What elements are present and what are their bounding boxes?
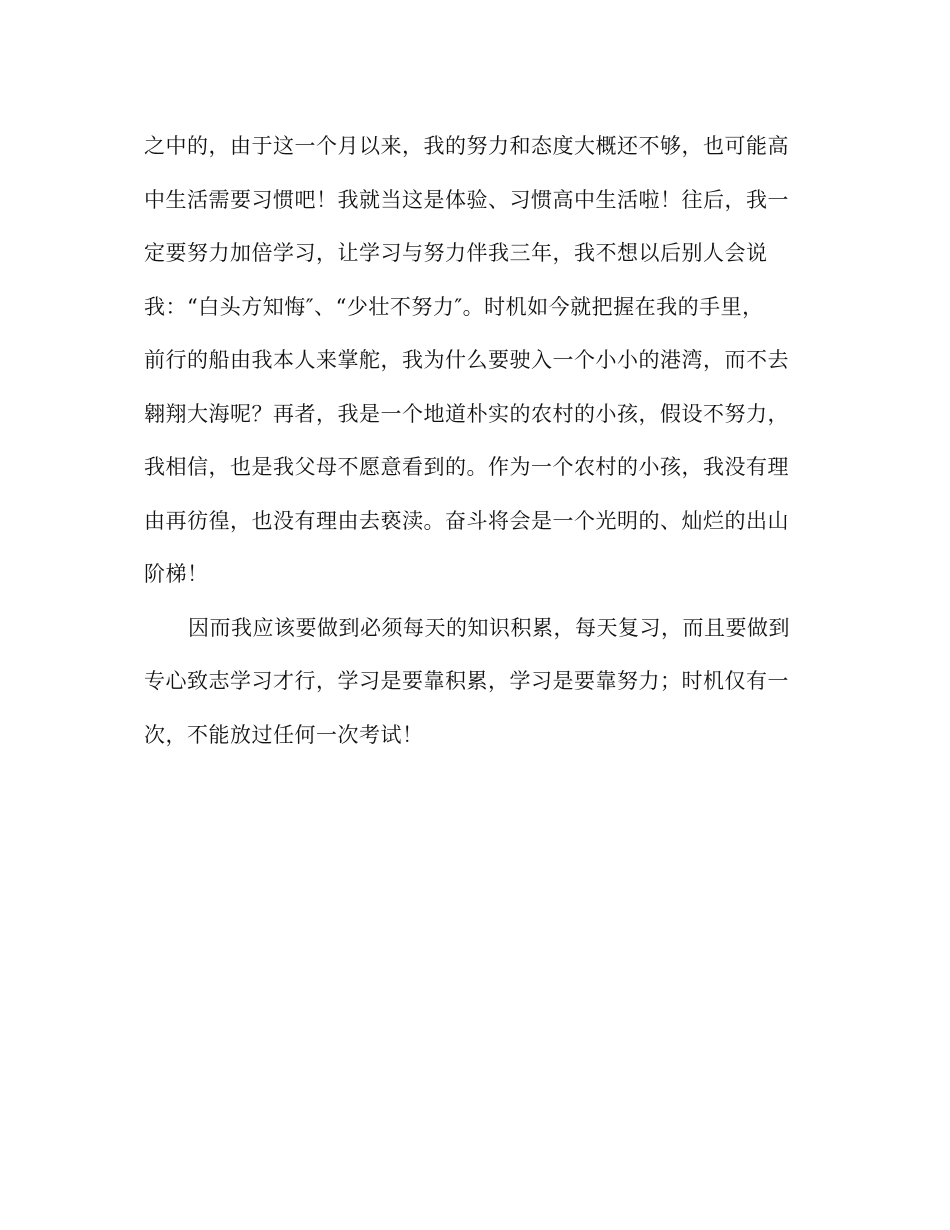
- body-text: [144, 120, 804, 762]
- text-line: 定要努力加倍学习，让学习与努力伴我三年，我不想以后别人会说: [144, 241, 768, 265]
- text-line: 我相信，也是我父母不愿意看到的。作为一个农村的小孩，我没有理: [144, 455, 789, 479]
- text-line: 翱翔大海呢？再者，我是一个地道朴实的农村的小孩，假设不努力，: [144, 401, 789, 426]
- text-line: 前行的船由我本人来掌舵，我为什么要驶入一个小小的港湾，而不去: [144, 348, 789, 372]
- text-line-indented: 因而我应该要做到必须每天的知识积累，每天复习，而且要做到: [188, 615, 790, 640]
- text-line: 次，不能放过任何一次考试！: [144, 722, 424, 747]
- text-line: 由再彷徨，也没有理由去亵渎。奋斗将会是一个光明的、灿烂的出山: [144, 508, 789, 533]
- text-line: 中生活需要习惯吧！我就当这是体验、习惯高中生活啦！往后，我一: [144, 187, 789, 212]
- text-line: 我：“白头方知悔″、“少壮不努力″。时机如今就把握在我的手里，: [144, 294, 764, 319]
- text-line: 之中的，由于这一个月以来，我的努力和态度大概还不够，也可能高: [144, 134, 789, 158]
- text-line: 专心致志学习才行，学习是要靠积累，学习是要靠努力；时机仅有一: [144, 669, 789, 693]
- text-line: 阶梯！: [144, 562, 209, 586]
